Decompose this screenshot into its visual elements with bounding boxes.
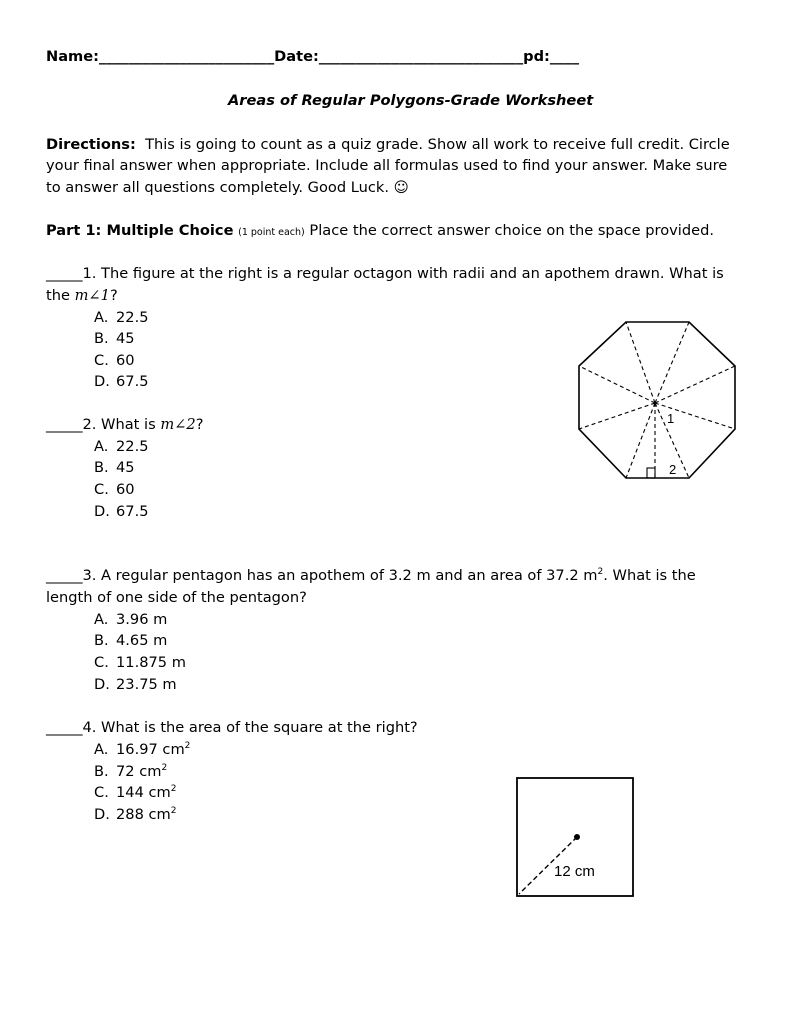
- directions-line-1: [46, 136, 730, 153]
- question-3-line-1: [46, 567, 696, 584]
- q1-choice-c[interactable]: [94, 352, 135, 369]
- question-2-suffix: ?: [195, 416, 204, 433]
- q1-choice-a[interactable]: [94, 309, 149, 326]
- question-3-line-2: length of one side of the pentagon?: [46, 589, 307, 606]
- q2-choice-d[interactable]: [94, 503, 149, 520]
- choice-letter: A.: [94, 741, 109, 758]
- answer-blank-1[interactable]: _____: [46, 265, 83, 282]
- question-1-text: 1. The figure at the right is a regular octagon with radii and an apothem drawn. What is: [82, 265, 724, 282]
- choice-text: 60: [116, 352, 135, 369]
- choice-letter: D.: [94, 503, 110, 520]
- question-4-text: 4. What is the area of the square at the right?: [82, 719, 418, 736]
- choice-text: 45: [116, 330, 135, 347]
- part1-label: Part 1: Multiple Choice: [46, 222, 234, 239]
- choice-letter: D.: [94, 676, 110, 693]
- choice-text: 22.5: [116, 309, 149, 326]
- q2-choice-c[interactable]: [94, 481, 135, 498]
- name-label: Name:: [46, 48, 100, 65]
- question-1-line-2: [46, 287, 118, 304]
- choice-text: 67.5: [116, 503, 149, 520]
- choice-letter: A.: [94, 438, 109, 455]
- answer-blank-4[interactable]: _____: [46, 719, 83, 736]
- choice-text: 3.96 m: [116, 611, 168, 628]
- question-3-text: 3. A regular pentagon has an apothem of 3.2 m and an area of 37.2 m: [82, 567, 598, 584]
- superscript: 2: [184, 741, 191, 752]
- choice-text: 23.75 m: [116, 676, 177, 693]
- question-4-line-1: [46, 719, 418, 736]
- q2-choice-b[interactable]: [94, 459, 135, 476]
- directions-line-2: your final answer when appropriate. Include all formulas used to find your answer. Make sure: [46, 157, 728, 174]
- choice-letter: A.: [94, 611, 109, 628]
- superscript: 2: [161, 763, 168, 774]
- choice-letter: D.: [94, 806, 110, 823]
- angle-label-2: 2: [669, 462, 677, 477]
- q2-choice-a[interactable]: [94, 438, 149, 455]
- q1-choice-b[interactable]: [94, 330, 135, 347]
- choice-letter: B.: [94, 763, 109, 780]
- square-figure: [510, 772, 640, 902]
- page-title: Areas of Regular Polygons-Grade Worksheet: [228, 92, 594, 109]
- q3-choice-c[interactable]: [94, 654, 186, 671]
- choice-letter: C.: [94, 654, 109, 671]
- q1-choice-d[interactable]: [94, 373, 149, 390]
- date-label: Date:: [274, 48, 319, 65]
- angle-1-math: m∠1: [74, 287, 110, 304]
- question-2-line-1: [46, 416, 203, 433]
- choice-letter: A.: [94, 309, 109, 326]
- question-1-suffix: ?: [109, 287, 118, 304]
- pd-label: pd:: [523, 48, 550, 65]
- q3-choice-a[interactable]: [94, 611, 167, 628]
- question-1-prefix: the: [46, 287, 75, 304]
- choice-text: 60: [116, 481, 135, 498]
- choice-letter: C.: [94, 481, 109, 498]
- choice-letter: D.: [94, 373, 110, 390]
- date-blank[interactable]: ____________________________: [318, 48, 524, 65]
- part1-instructions: Place the correct answer choice on the space provided.: [309, 222, 714, 239]
- question-1-line-1: [46, 265, 724, 282]
- directions-line-3: to answer all questions completely. Good Luck. ☺: [46, 179, 409, 196]
- choice-text: 11.875 m: [116, 654, 186, 671]
- choice-text: 288 cm: [116, 806, 171, 823]
- question-3-suffix: . What is the: [603, 567, 696, 584]
- choice-text: 144 cm: [116, 784, 171, 801]
- q3-choice-d[interactable]: [94, 676, 177, 693]
- choice-letter: B.: [94, 632, 109, 649]
- choice-text: 4.65 m: [116, 632, 168, 649]
- choice-text: 67.5: [116, 373, 149, 390]
- name-blank[interactable]: ________________________: [99, 48, 275, 65]
- question-2-text: 2. What is: [82, 416, 161, 433]
- choice-letter: C.: [94, 352, 109, 369]
- choice-text: 16.97 cm: [116, 741, 185, 758]
- choice-text: 45: [116, 459, 135, 476]
- angle-label-1: 1: [667, 411, 675, 426]
- square-center-point: [574, 834, 580, 840]
- answer-blank-3[interactable]: _____: [46, 567, 83, 584]
- octagon-outline: [579, 322, 735, 478]
- choice-letter: B.: [94, 330, 109, 347]
- choice-letter: B.: [94, 459, 109, 476]
- q4-choice-a[interactable]: [94, 741, 190, 758]
- superscript: 2: [597, 567, 604, 578]
- q4-choice-c[interactable]: [94, 784, 176, 801]
- octagon-figure: [570, 315, 745, 490]
- answer-blank-2[interactable]: _____: [46, 416, 83, 433]
- q4-choice-b[interactable]: [94, 763, 167, 780]
- superscript: 2: [170, 784, 177, 795]
- part1-heading: [46, 222, 714, 239]
- superscript: 2: [170, 806, 177, 817]
- pd-blank[interactable]: ____: [549, 48, 580, 65]
- square-radius-label: 12 cm: [554, 863, 595, 880]
- choice-letter: C.: [94, 784, 109, 801]
- q3-choice-b[interactable]: [94, 632, 167, 649]
- worksheet-header: [46, 48, 579, 65]
- q4-choice-d[interactable]: [94, 806, 176, 823]
- choice-text: 22.5: [116, 438, 149, 455]
- part1-points: (1 point each): [238, 227, 305, 238]
- choice-text: 72 cm: [116, 763, 162, 780]
- directions-text-1: This is going to count as a quiz grade. Show all work to receive full credit. Circle: [145, 136, 730, 153]
- right-angle-marker: [647, 468, 655, 478]
- directions-label: Directions:: [46, 136, 136, 153]
- angle-2-math: m∠2: [160, 416, 196, 433]
